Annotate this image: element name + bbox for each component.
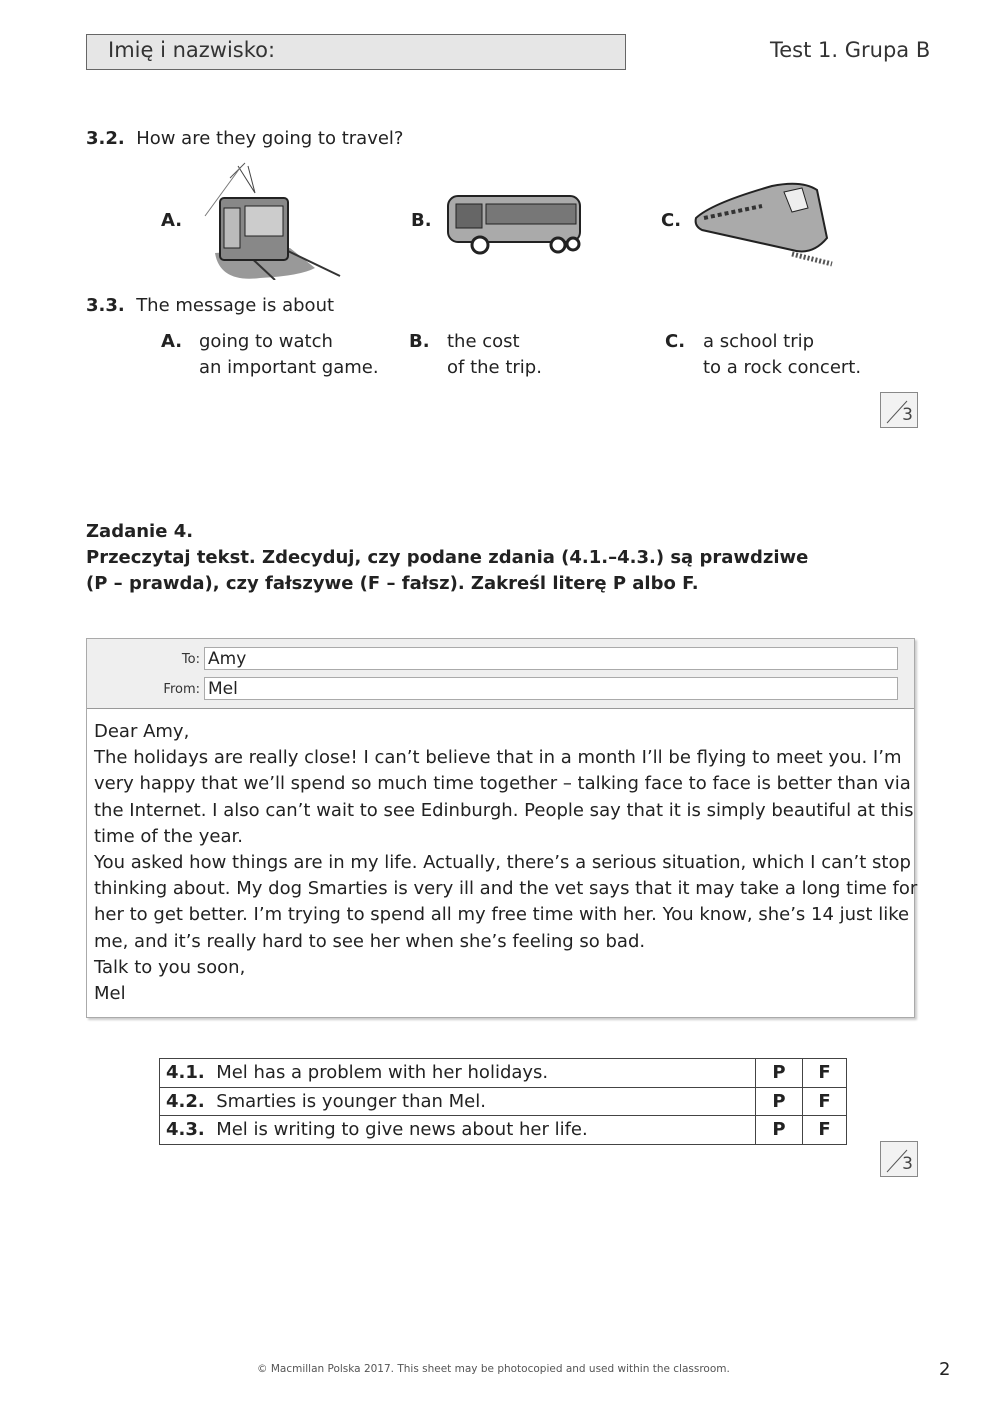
- from-label: From:: [163, 682, 200, 697]
- option-c[interactable]: C.: [665, 331, 686, 352]
- statement-text: 4.1. Mel has a problem with her holidays.: [160, 1059, 756, 1088]
- test-label: Test 1. Grupa B: [770, 38, 931, 62]
- false-option[interactable]: F: [803, 1116, 847, 1145]
- copyright: © Macmillan Polska 2017. This sheet may be photocopied and used within the classroom.: [257, 1363, 730, 1375]
- true-option[interactable]: P: [756, 1087, 803, 1116]
- statement-row: [160, 1116, 847, 1145]
- option-a-letter: A.: [161, 210, 183, 231]
- false-option[interactable]: F: [803, 1059, 847, 1088]
- email-line: thinking about. My dog Smarties is very ill and the vet says that it may take a long time for: [94, 878, 918, 900]
- train-icon: [692, 178, 838, 268]
- name-field[interactable]: [86, 34, 626, 70]
- page-number: 2: [939, 1359, 951, 1380]
- email-line: The holidays are really close! I can’t believe that in a month I’ll be flying to meet you. I’m: [94, 747, 902, 769]
- email-line: Dear Amy,: [94, 721, 190, 742]
- statements-table: [159, 1058, 847, 1145]
- option-c-letter: C.: [661, 210, 682, 231]
- score-box-2: 3: [880, 1141, 918, 1177]
- name-label: Imię i nazwisko:: [108, 38, 276, 62]
- true-option[interactable]: P: [756, 1116, 803, 1145]
- statement-row: [160, 1087, 847, 1116]
- to-label: To:: [181, 652, 200, 667]
- score-box: 3: [880, 392, 918, 428]
- email-line: Talk to you soon,: [94, 956, 246, 978]
- option-b-text: the cost of the trip.: [447, 331, 542, 378]
- bus-icon: [440, 190, 586, 256]
- email-line: Mel: [94, 983, 126, 1005]
- option-c-text: a school trip to a rock concert.: [703, 331, 862, 378]
- option-b[interactable]: B.: [409, 331, 430, 352]
- statement-text: 4.2. Smarties is younger than Mel.: [160, 1087, 756, 1116]
- email-line: very happy that we’ll spend so much time together – talking face to face is better than via: [94, 773, 911, 795]
- true-option[interactable]: P: [756, 1059, 803, 1088]
- question-3-2: 3.2. How are they going to travel?: [86, 128, 404, 149]
- false-option[interactable]: F: [803, 1087, 847, 1116]
- to-field[interactable]: Amy: [204, 647, 898, 670]
- question-3-3: 3.3. The message is about: [86, 295, 335, 316]
- email-window: [86, 638, 918, 1018]
- statement-row: [160, 1059, 847, 1088]
- email-line: me, and it’s really hard to see her when she’s feeling so bad.: [94, 930, 646, 952]
- statement-text: 4.3. Mel is writing to give news about her life.: [160, 1116, 756, 1145]
- email-line: You asked how things are in my life. Actually, there’s a serious situation, which I can’t stop: [94, 852, 911, 874]
- option-a-text: going to watch an important game.: [199, 331, 379, 378]
- email-line: time of the year.: [94, 825, 243, 847]
- email-body: [87, 709, 918, 1007]
- tram-icon: [200, 158, 342, 280]
- from-field[interactable]: Mel: [204, 677, 898, 700]
- task-4-instructions: Zadanie 4. Przeczytaj tekst. Zdecyduj, czy podane zdania (4.1.–4.3.) są prawdziwe (P – prawda), czy fałszywe (F – fałsz). Zakreśl literę P albo F.: [86, 521, 809, 594]
- email-line: the Internet. I also can’t wait to see Edinburgh. People say that it is simply beautiful at this: [94, 799, 914, 821]
- option-b-letter: B.: [411, 210, 432, 231]
- option-a[interactable]: A.: [161, 331, 183, 352]
- email-line: her to get better. I’m trying to spend all my free time with her. You know, she’s 14 just like: [94, 904, 910, 926]
